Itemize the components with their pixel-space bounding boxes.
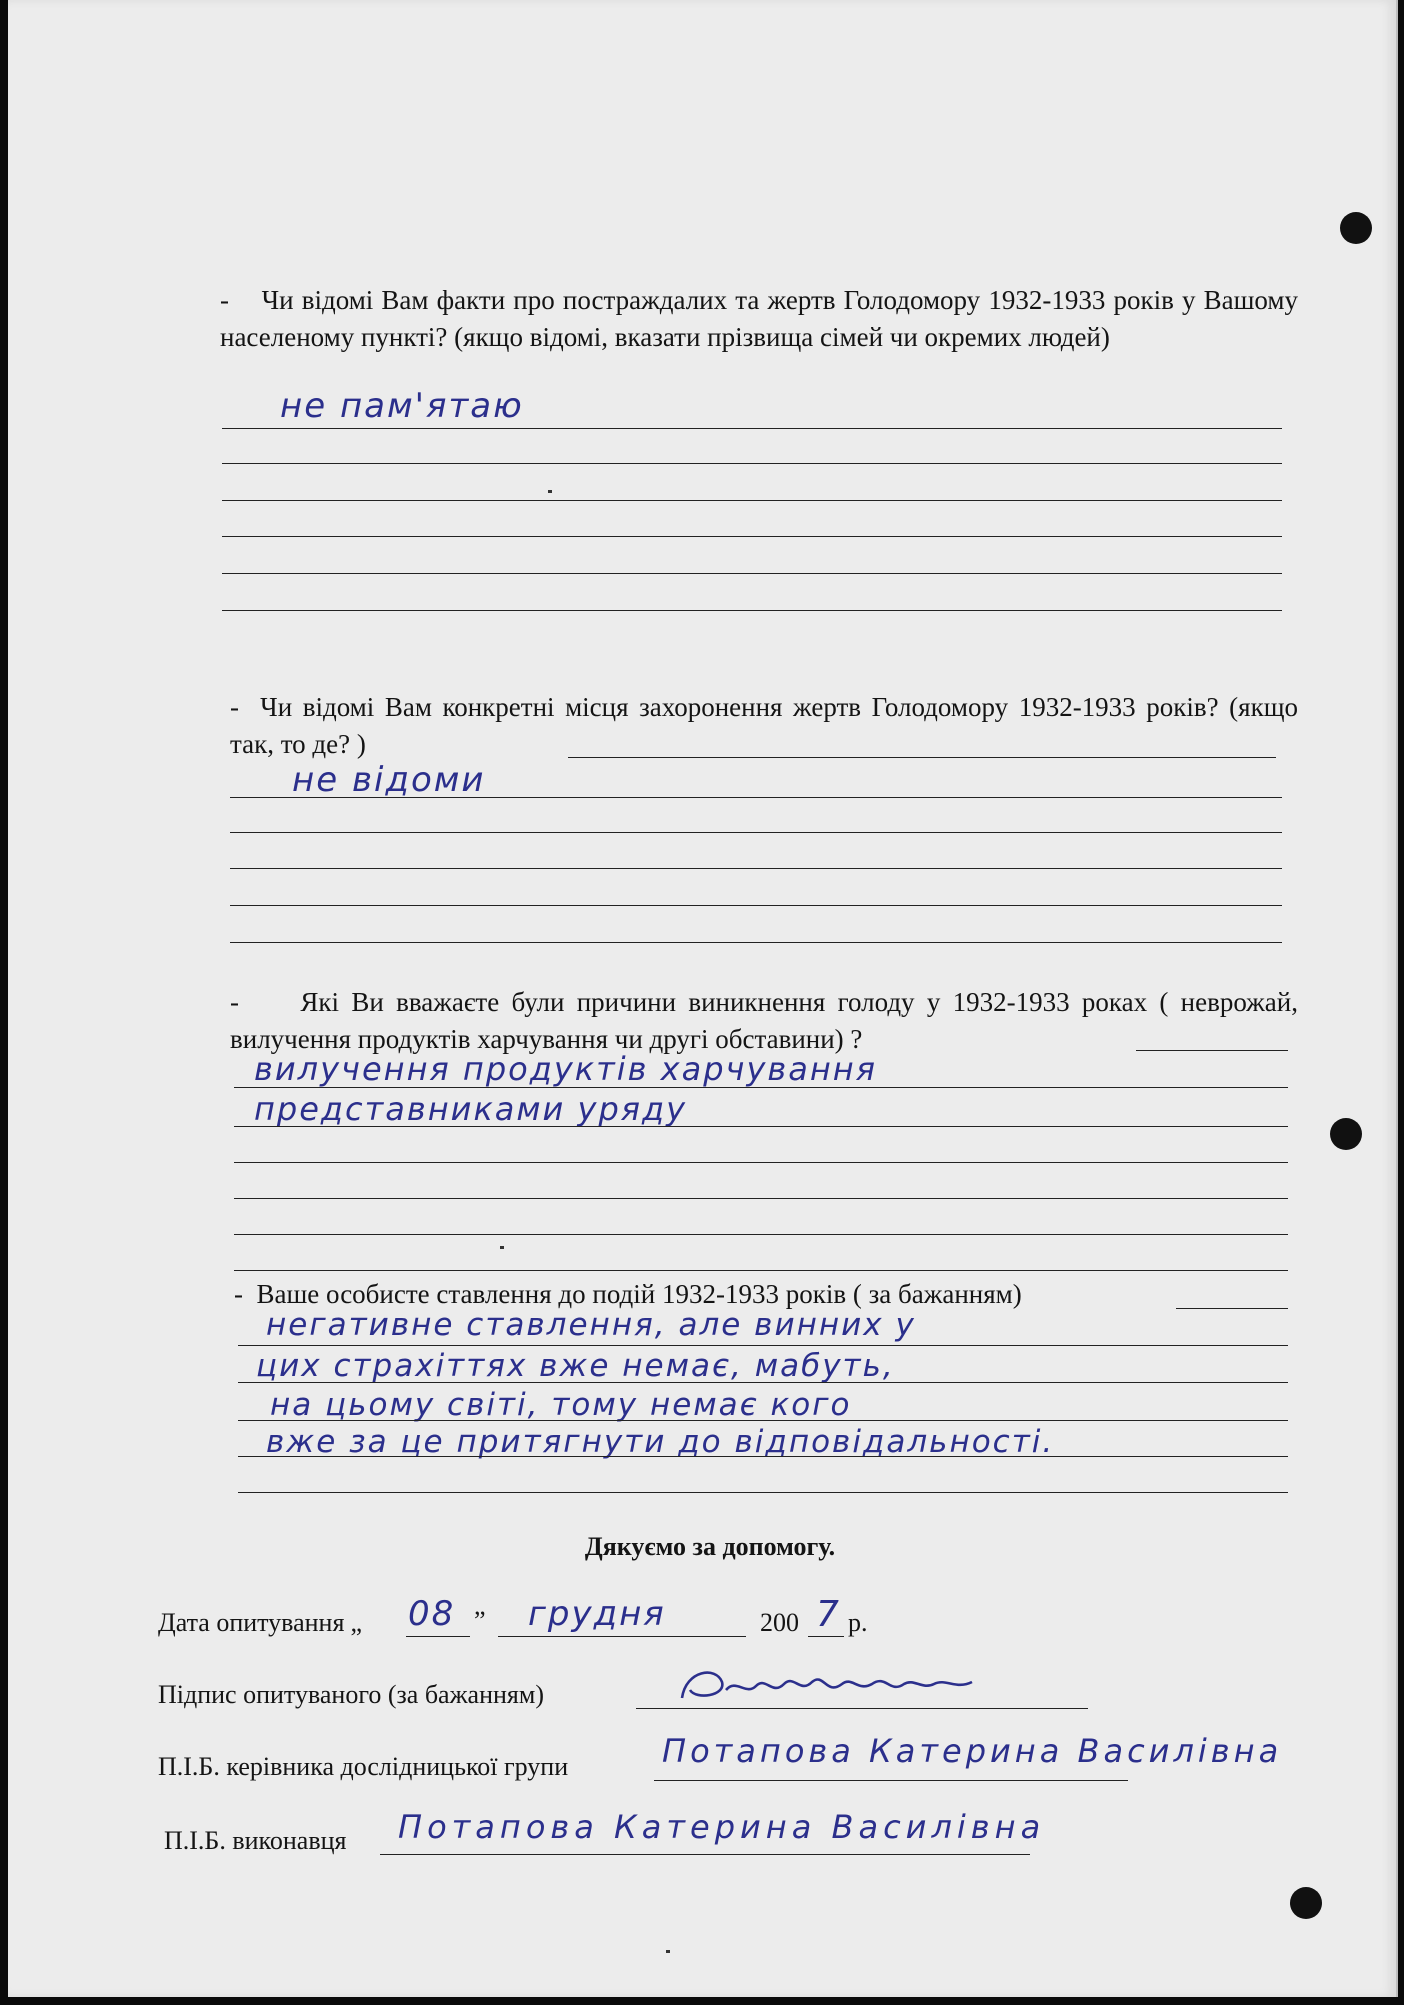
answer-rule: [234, 1198, 1288, 1199]
answer-rule: [222, 463, 1282, 464]
date-year-digit: 7: [816, 1594, 841, 1635]
question-dash: -: [220, 285, 262, 315]
question-3-label: Які Ви вважаєте були причини виникнення голоду у 1932-1933 роках ( неврожай, вилучення продуктів харчування чи другі обставини) ?: [230, 987, 1298, 1054]
answer-rule: [234, 1126, 1288, 1127]
date-year-prefix: 200: [760, 1608, 799, 1637]
date-close-quote: ”: [474, 1606, 486, 1635]
ink-dot: [500, 1246, 504, 1249]
question-2-text: [230, 689, 1298, 763]
date-open-quote: „: [350, 1608, 362, 1637]
answer-rule: [234, 1234, 1288, 1235]
answer-rule: [222, 610, 1282, 611]
question-dash: -: [230, 692, 261, 722]
answer-4-line-2: цих страхіттях вже немає, мабуть,: [256, 1348, 895, 1384]
answer-rule: [222, 573, 1282, 574]
answer-rule: [234, 1162, 1288, 1163]
date-suffix: р.: [848, 1608, 868, 1637]
question-dash: -: [234, 1279, 257, 1309]
punch-hole-top: [1340, 212, 1372, 244]
answer-3-line-1: вилучення продуктів харчування: [254, 1050, 877, 1088]
answer-4-line-3: на цьому світі, тому немає кого: [270, 1387, 852, 1423]
answer-rule: [1176, 1308, 1288, 1309]
answer-rule: [568, 757, 1276, 758]
executor-rule: [380, 1854, 1030, 1855]
signature-label: Підпис опитуваного (за бажанням): [158, 1680, 544, 1709]
answer-rule: [222, 536, 1282, 537]
punch-hole-middle: [1330, 1118, 1362, 1150]
answer-rule: [234, 1270, 1288, 1271]
executor-value: Потапова Катерина Василівна: [398, 1808, 1046, 1846]
answer-4-line-1: негативне ставлення, але винних у: [266, 1307, 916, 1343]
question-1-text: [220, 282, 1298, 356]
question-3-text: [230, 984, 1298, 1058]
executor-label: П.І.Б. виконавця: [164, 1826, 347, 1855]
answer-rule: [230, 942, 1282, 943]
date-month-rule: [498, 1636, 746, 1637]
answer-rule: [222, 428, 1282, 429]
answer-4-line-4: вже за це притягнути до відповідальності.: [266, 1424, 1055, 1460]
answer-rule: [230, 905, 1282, 906]
answer-2-line-1: не відоми: [292, 760, 486, 800]
answer-rule: [238, 1345, 1288, 1346]
thanks-text: Дякуємо за допомогу.: [584, 1532, 836, 1561]
leader-label: П.І.Б. керівника дослідницької групи: [158, 1752, 569, 1781]
date-month: грудня: [528, 1594, 666, 1634]
answer-rule: [1136, 1050, 1288, 1051]
answer-3-line-2: представниками уряду: [254, 1090, 688, 1128]
question-1-label: Чи відомі Вам факти про постраждалих та жертв Голодомору 1932-1933 років у Вашому населеному пункті? (якщо відомі, вказати прізвища сімей чи окремих людей): [220, 285, 1298, 352]
leader-rule: [654, 1780, 1128, 1781]
question-dash: -: [230, 987, 301, 1017]
answer-rule: [238, 1420, 1288, 1421]
answer-rule: [238, 1456, 1288, 1457]
answer-rule: [238, 1382, 1288, 1383]
answer-1-line-1: не пам'ятаю: [280, 386, 524, 426]
date-row: [158, 1608, 362, 1638]
questionnaire-page: [8, 0, 1398, 1997]
respondent-signature: [676, 1660, 996, 1710]
ink-dot: [548, 490, 552, 493]
date-label: Дата опитування: [158, 1608, 345, 1637]
answer-rule: [234, 1087, 1288, 1088]
ink-dot: [666, 1950, 670, 1953]
answer-rule: [230, 868, 1282, 869]
question-4-label: Ваше особисте ставлення до подій 1932-1933 років ( за бажанням): [256, 1279, 1022, 1309]
answer-rule: [230, 832, 1282, 833]
question-2-label: Чи відомі Вам конкретні місця захоронення жертв Голодомору 1932-1933 років? (якщо так, то де? ): [230, 692, 1298, 759]
leader-value: Потапова Катерина Василівна: [662, 1732, 1283, 1770]
answer-rule: [230, 797, 1282, 798]
date-day: 08: [408, 1594, 456, 1634]
punch-hole-bottom: [1290, 1887, 1322, 1919]
date-day-rule: [406, 1636, 470, 1637]
answer-rule: [222, 500, 1282, 501]
date-year-rule: [808, 1636, 844, 1637]
answer-rule: [238, 1492, 1288, 1493]
